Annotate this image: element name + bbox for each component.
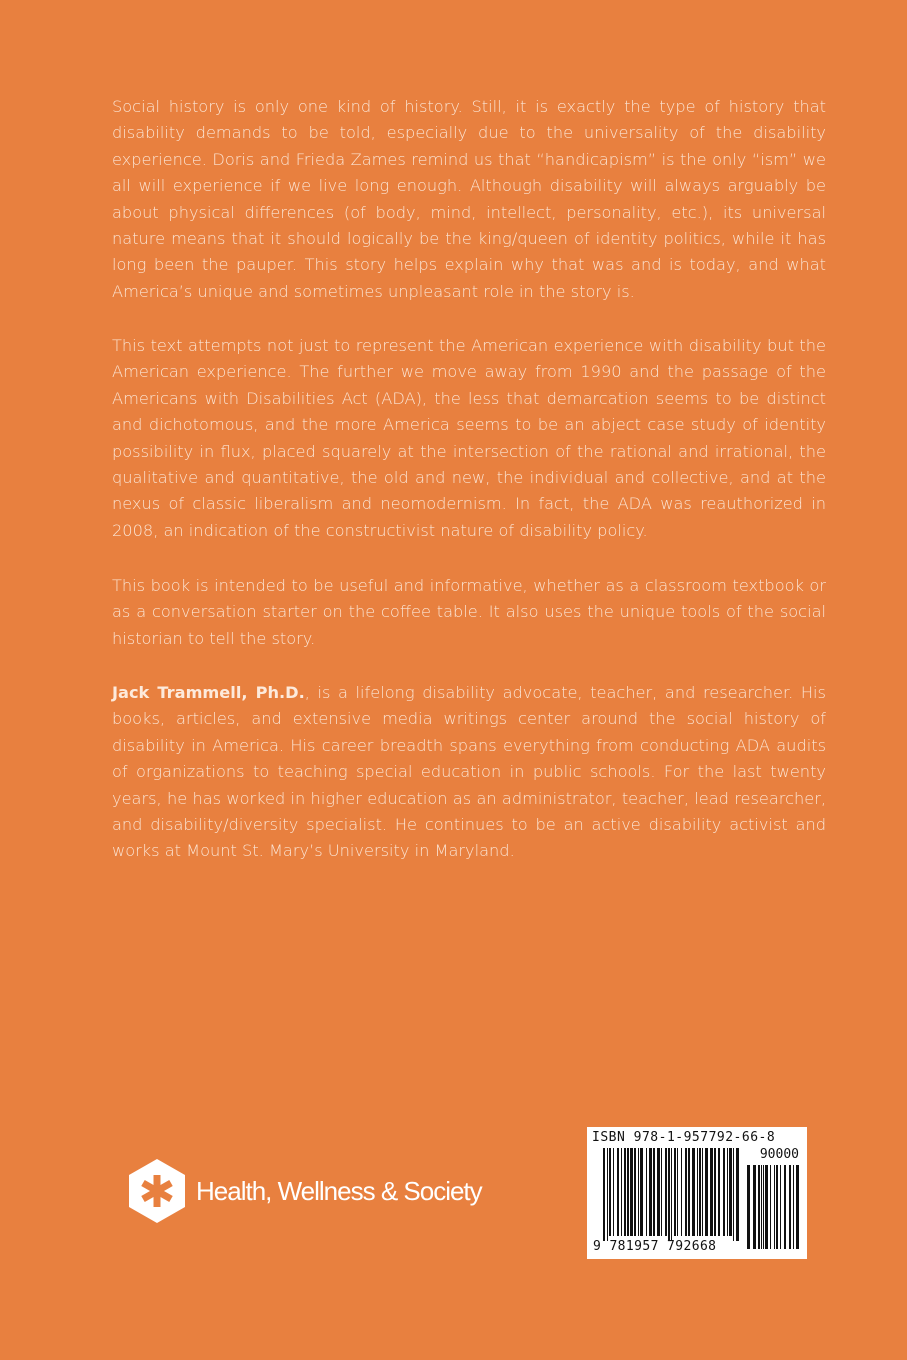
author-name: Jack Trammell, Ph.D. [112,683,305,702]
barcode-bar [674,1148,676,1236]
addon-bar [776,1165,778,1249]
publisher-logo [128,1158,482,1224]
hexagon-asterisk-icon [128,1158,186,1224]
barcode-bar [603,1148,605,1241]
barcode-bar [607,1148,608,1241]
barcode-bar [627,1148,629,1236]
barcode-bar [677,1148,678,1236]
barcode-bar [613,1148,614,1236]
barcode-bar [665,1148,667,1236]
barcode-bar [657,1148,660,1236]
barcode-bar [661,1148,662,1236]
addon-bar [784,1165,786,1249]
barcode-bar [723,1148,725,1236]
addon-bar [780,1165,781,1249]
barcode-bar [630,1148,633,1236]
author-bio-text: , is a lifelong disability advocate, teacher, and researcher. His books, articles, and extensive media writings center around the social history of disability in America. His career breadth spans everything from conducting ADA audits of organizations to teaching special education in public schools. For the last twenty years, he has worked in higher education as an administrator, teacher, lead researcher, and disability/diversity specialist. He continues to be an active disability activist and works at Mount St. Mary’s University in Maryland. [112,683,826,861]
barcode-bar [634,1148,636,1236]
addon-bar [758,1165,760,1249]
barcode-bar [736,1148,739,1241]
addon-bar [763,1165,764,1249]
barcode-bar [718,1148,720,1236]
barcode-bar [727,1148,728,1236]
barcode-bar [729,1148,732,1236]
barcode-bar [714,1148,716,1236]
barcode-bar [699,1148,701,1236]
barcode-bar [617,1148,619,1236]
barcode-bar [646,1148,647,1236]
barcode-bar [733,1148,734,1241]
addon-bar [789,1165,791,1249]
barcode-bar [688,1148,690,1236]
barcode-bar [702,1148,703,1236]
barcode-bar [621,1148,622,1236]
publisher-name: Health, Wellness & Society [196,1175,482,1206]
addon-bar [747,1165,750,1249]
barcode-bar [692,1148,695,1236]
description-paragraph-1: Social history is only one kind of history. Still, it is exactly the type of history that disability demands to be told, especially due to the universality of the disability experience. Doris and Frieda Zames remind us that “handicapism” is the only “ism” we all will experience if we live long enough. Although disability will always arguably be about physical differences (of body, mind, intellect, personality, etc.), its universal nature means that it should logically be the king/queen of identity politics, while it has long been the pauper. This story helps explain why that was and is today, and what America’s unique and sometimes unpleasant role in the story is. [112,97,826,301]
description-paragraph-3: This book is intended to be useful and informative, whether as a classroom textbook or as a conversation starter on the coffee table. It also uses the unique tools of the social historian to tell the story. [112,576,826,648]
barcode-bar [640,1148,643,1236]
barcode-bar [705,1148,708,1236]
barcode-bar [710,1148,713,1236]
isbn-label: ISBN 978-1-957792-66-8 [592,1130,776,1145]
ean-label: 9 781957 792668 [593,1239,717,1254]
addon-bar [774,1165,775,1249]
barcode-bar [697,1148,698,1236]
author-bio [112,680,826,865]
barcode-bar [624,1148,626,1236]
addon-bar [753,1165,756,1249]
addon-bar [796,1165,799,1249]
barcode-bar [653,1148,655,1236]
barcode-bar [681,1148,682,1236]
barcode-bar [671,1148,672,1241]
barcode-bar [638,1148,639,1236]
addon-bar [770,1165,771,1249]
barcode-bar [685,1148,687,1236]
description-paragraph-2: This text attempts not just to represent the American experience with disability but the American experience. The further we move away from 1990 and the passage of the Americans with Disabilities Act (ADA), the less that demarcation seems to be distinct and dichotomous, and the more America seems to be an abject case study of identity possibility in flux, placed squarely at the intersection of the rational and irrational, the qualitative and quantitative, the old and new, the individual and collective, and at the nexus of classic liberalism and neomodernism. In fact, the ADA was reauthorized in 2008, an indication of the constructivist nature of disability policy. [112,336,826,540]
barcode-bar [649,1148,652,1236]
addon-bar [765,1165,768,1249]
addon-bar [793,1165,794,1249]
addon-bar [761,1165,762,1249]
barcode-bar [668,1148,670,1241]
price-addon-label: 90000 [759,1147,799,1162]
isbn-barcode [587,1127,807,1259]
barcode-bar [609,1148,611,1236]
